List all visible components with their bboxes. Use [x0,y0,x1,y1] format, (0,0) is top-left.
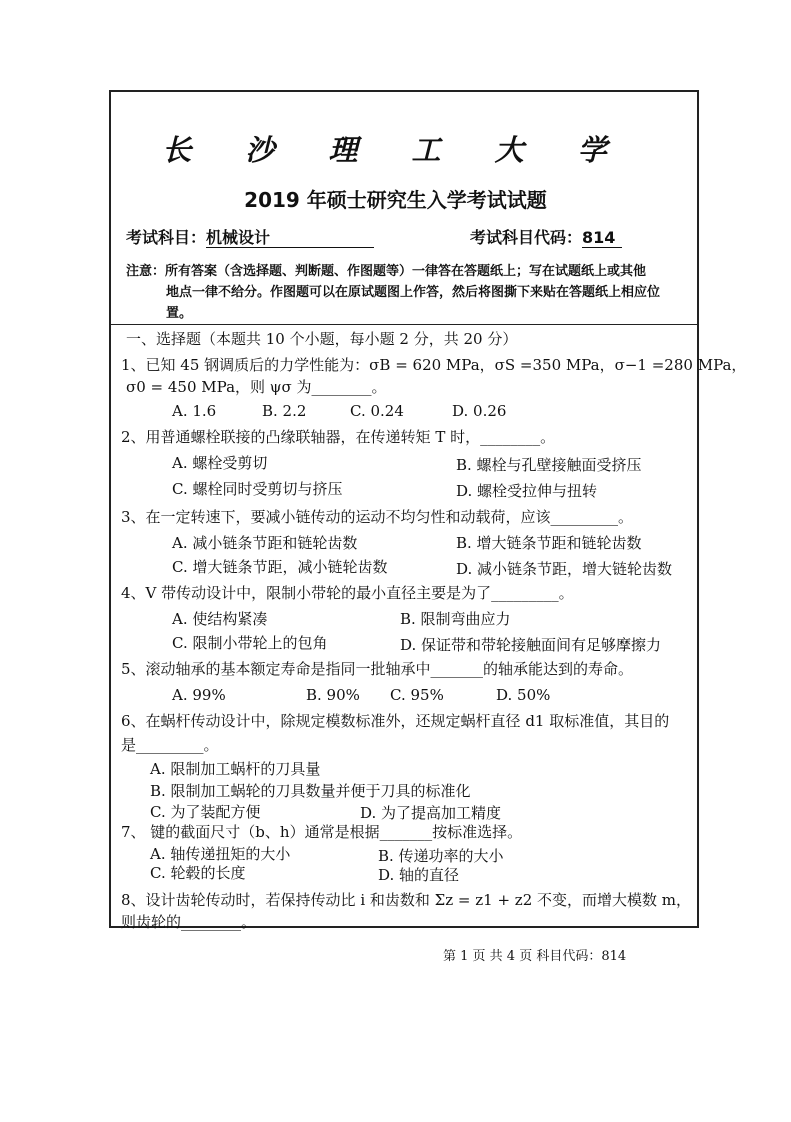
note-line-2: 地点一律不给分。作图题可以在原试题图上作答，然后将图撕下来贴在答题纸上相应位 [166,285,661,300]
q6-line1: 6、在蜗杆传动设计中，除规定模数标准外，还规定蜗杆直径 d1 取标准值，其目的 [121,712,670,730]
q4-option-d: D. 保证带和带轮接触面间有足够摩擦力 [400,636,662,654]
q2-option-d: D. 螺栓受拉伸与扭转 [456,482,598,500]
q1-option-c: C. 0.24 [350,402,404,420]
q3-stem: 3、在一定转速下，要减小链传动的运动不均匀性和动载荷，应该_________。 [121,508,634,526]
q5-stem: 5、滚动轴承的基本额定寿命是指同一批轴承中_______的轴承能达到的寿命。 [121,660,634,678]
code-label: 考试科目代码： [470,228,583,247]
q5-option-c: C. 95% [390,686,444,704]
q2-option-a: A. 螺栓受剪切 [172,454,268,472]
university-name: 长 沙 理 工 大 学 [162,133,629,167]
q6-option-c: C. 为了装配方便 [150,803,261,821]
q1-option-b: B. 2.2 [262,402,307,420]
q6-option-b: B. 限制加工蜗轮的刀具数量并便于刀具的标准化 [150,782,471,800]
q4-option-c: C. 限制小带轮上的包角 [172,634,328,652]
q7-stem: 7、 键的截面尺寸（b、h）通常是根据_______按标准选择。 [121,823,523,841]
q6-option-a: A. 限制加工蜗杆的刀具量 [150,760,321,778]
q2-option-c: C. 螺栓同时受剪切与挤压 [172,480,343,498]
code-value: 814 [582,229,622,248]
q3-option-a: A. 减小链条节距和链轮齿数 [172,534,358,552]
q1-line1: 1、已知 45 钢调质后的力学性能为：σB = 620 MPa，σS =350 MPa，σ−1 =280 MPa， [121,356,747,374]
q3-option-d: D. 减小链条节距，增大链轮齿数 [456,560,673,578]
q6-option-d: D. 为了提高加工精度 [360,804,502,822]
q7-option-d: D. 轴的直径 [378,866,460,884]
q4-stem: 4、V 带传动设计中，限制小带轮的最小直径主要是为了_________。 [121,584,574,602]
q3-option-b: B. 增大链条节距和链轮齿数 [456,534,642,552]
subject-label: 考试科目： [126,228,207,247]
q1-option-d: D. 0.26 [452,402,507,420]
subject-value: 机械设计 [206,229,374,248]
header-divider [111,324,697,325]
q7-option-c: C. 轮毂的长度 [150,864,246,882]
q3-option-c: C. 增大链条节距，减小链轮齿数 [172,558,388,576]
q2-option-b: B. 螺栓与孔壁接触面受挤压 [456,456,642,474]
q4-option-a: A. 使结构紧凑 [172,610,268,628]
q1-line2: σ0 = 450 MPa，则 ψσ 为________。 [126,378,387,396]
page-footer: 第 1 页 共 4 页 科目代码：814 [443,949,627,964]
q8-line2: 则齿轮的________。 [121,913,257,931]
q1-option-a: A. 1.6 [172,402,217,420]
q7-option-b: B. 传递功率的大小 [378,847,504,865]
note-line-1: 注意：所有答案（含选择题、判断题、作图题等）一律答在答题纸上；写在试题纸上或其他 [126,264,647,279]
q4-option-b: B. 限制弯曲应力 [400,610,511,628]
section-title: 一、选择题（本题共 10 个小题，每小题 2 分，共 20 分） [126,330,518,348]
q8-line1: 8、设计齿轮传动时，若保持传动比 i 和齿数和 Σz = z1 + z2 不变，而增大模数 m， [121,891,692,909]
q5-option-d: D. 50% [496,686,551,704]
q7-option-a: A. 轴传递扭矩的大小 [150,845,291,863]
subject-line [126,229,374,248]
note-line-3: 置。 [166,306,193,321]
exam-title: 2019 年硕士研究生入学考试试题 [244,188,547,212]
code-line [470,229,622,248]
q2-stem: 2、用普通螺栓联接的凸缘联轴器，在传递转矩 T 时，________。 [121,428,556,446]
q5-option-b: B. 90% [306,686,360,704]
q5-option-a: A. 99% [172,686,226,704]
q6-line2: 是_________。 [121,736,219,754]
